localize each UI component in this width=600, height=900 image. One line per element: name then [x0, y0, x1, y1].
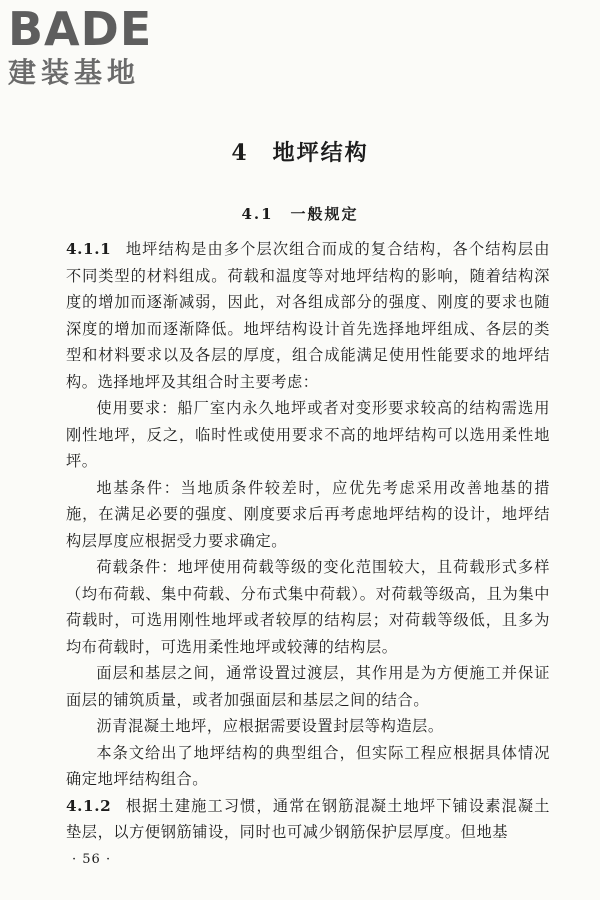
paragraph-transition-layer: 面层和基层之间，通常设置过渡层，其作用是为方便施工并保证面层的铺筑质量，或者加强面层和基层之间的结合。 — [66, 664, 550, 709]
paragraph-summary: 本条文给出了地坪结构的典型组合，但实际工程应根据具体情况确定地坪结构组合。 — [66, 743, 550, 788]
paragraph-load-condition: 荷载条件：地坪使用荷载等级的变化范围较大，且荷载形式多样（均布荷载、集中荷载、分布式集中荷载）。对荷载等级高，且为集中荷载时，可选用刚性地坪或者较厚的结构层；对荷载等级低，且多为均布荷载时，可选用柔性地坪或较薄的结构层。 — [66, 558, 550, 656]
chapter-title: 4 地坪结构 — [231, 140, 369, 166]
clause-4-1-1 — [66, 236, 550, 395]
clause-text: 地坪结构是由多个层次组合而成的复合结构，各个结构层由不同类型的材料组成。荷载和温度等对地坪结构的影响，随着结构深度的增加而逐渐减弱，因此，对各组成部分的强度、刚度的要求也随深度的增加而逐渐降低。地坪结构设计首先选择地坪组成、各层的类型和材料要求以及各层的厚度，组合成能满足使用性能要求的地坪结构。选择地坪及其组合时主要考虑： — [66, 240, 550, 391]
paragraph-use-requirement: 使用要求：船厂室内永久地坪或者对变形要求较高的结构需选用刚性地坪，反之，临时性或使用要求不高的地坪结构可以选用柔性地坪。 — [66, 399, 550, 470]
logo-subtitle: 建装基地 — [8, 56, 141, 89]
clause-number: 4.1.2 — [66, 796, 112, 815]
logo-wordmark: BADE — [8, 2, 153, 56]
clause-text: 根据土建施工习惯，通常在钢筋混凝土地坪下铺设素混凝土垫层，以方便钢筋铺设，同时也可减少钢筋保护层厚度。但地基 — [66, 796, 550, 841]
logo — [8, 4, 178, 96]
paragraph-foundation-condition: 地基条件：当地质条件较差时，应优先考虑采用改善地基的措施，在满足必要的强度、刚度要求后再考虑地坪结构的设计，地坪结构层厚度应根据受力要求确定。 — [66, 478, 550, 550]
page-number: · 56 · — [72, 852, 112, 867]
document-body — [66, 236, 550, 846]
clause-4-1-2 — [66, 793, 550, 846]
section-title: 4.1 一般规定 — [241, 205, 359, 223]
clause-number: 4.1.1 — [66, 240, 112, 258]
paragraph-asphalt: 沥青混凝土地坪，应根据需要设置封层等构造层。 — [96, 717, 444, 735]
